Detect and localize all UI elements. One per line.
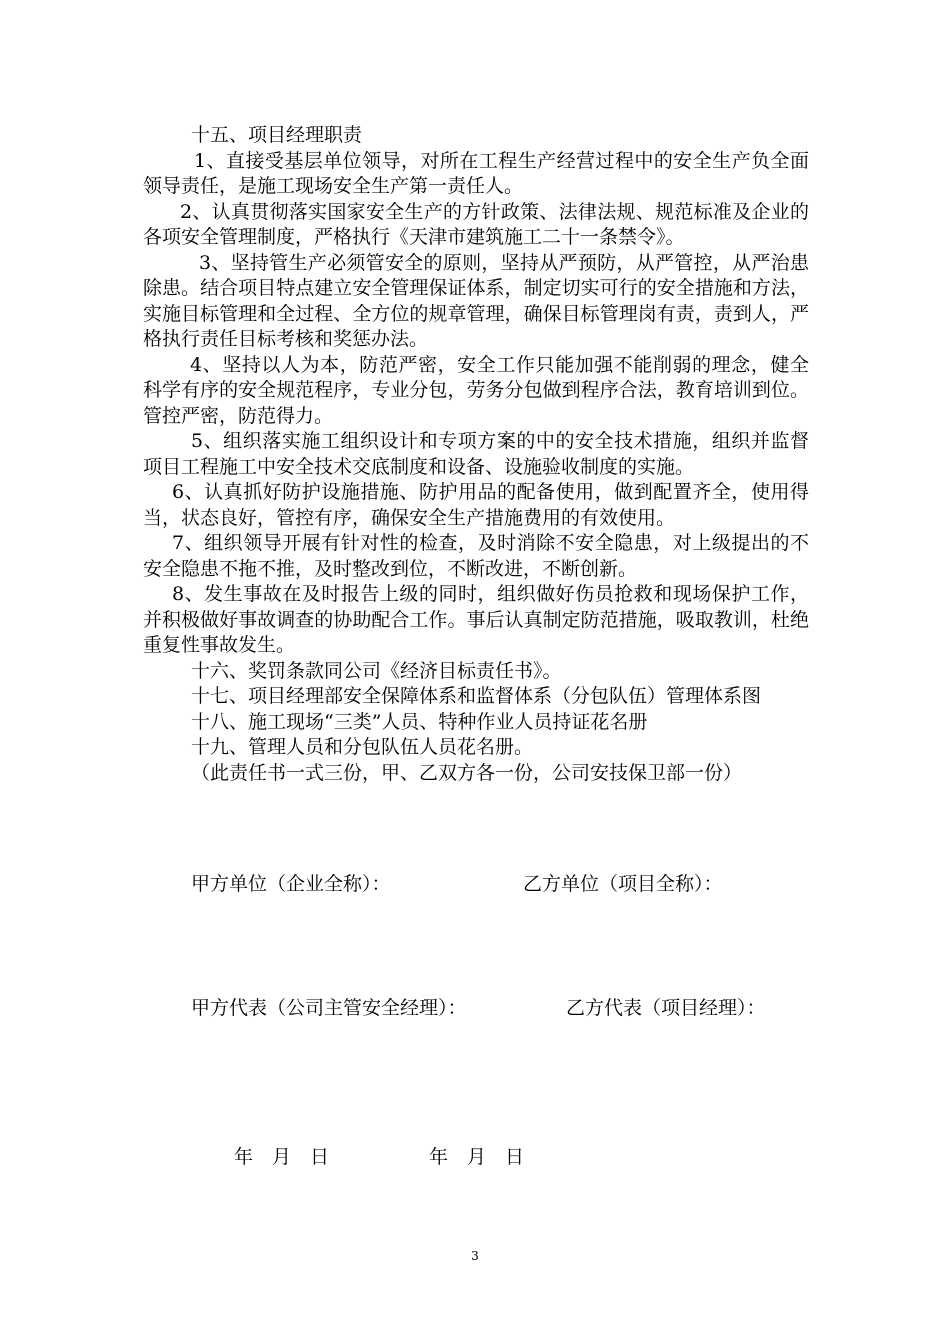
duty-item-6: 6、认真抓好防护设施措施、防护用品的配备使用，做到配置齐全，使用得当，状态良好，管控有序，确保安全生产措施费用的有效使用。 [143, 481, 809, 529]
document-body [143, 123, 809, 786]
duty-item-2: 2、认真贯彻落实国家安全生产的方针政策、法律法规、规范标准及企业的各项安全管理制度，严格执行《天津市建筑施工二十一条禁令》。 [143, 200, 809, 248]
section-heading-15: 十五、项目经理职责 [191, 124, 363, 146]
duty-item-7: 7、组织领导开展有针对性的检查，及时消除不安全隐患，对上级提出的不安全隐患不拖不推，及时整改到位，不断改进，不断创新。 [143, 532, 809, 580]
section-heading-16: 十六、奖罚条款同公司《经济目标责任书》。 [191, 659, 562, 682]
section-heading-17: 十七、项目经理部安全保障体系和监督体系（分包队伍）管理体系图 [191, 685, 762, 707]
date-a-label: 年 月 日 [234, 1146, 330, 1168]
duty-item-3: 3、坚持管生产必须管安全的原则，坚持从严预防，从严管控，从严治患除患。结合项目特点建立安全管理保证体系，制定切实可行的安全措施和方法，实施目标管理和全过程、全方位的规章管理，确保目标管理岗有责，责到人，严格执行责任目标考核和奖惩办法。 [143, 251, 809, 350]
party-b-unit-label: 乙方单位（项目全称）： [523, 873, 723, 895]
copies-note: （此责任书一式三份，甲、乙双方各一份，公司安技保卫部一份） [191, 761, 743, 784]
duty-item-4: 4、坚持以人为本，防范严密，安全工作只能加强不能削弱的理念，健全科学有序的安全规范程序，专业分包，劳务分包做到程序合法，教育培训到位。管控严密，防范得力。 [143, 353, 809, 427]
party-a-representative-label: 甲方代表（公司主管安全经理）： [191, 997, 467, 1019]
date-b-label: 年 月 日 [429, 1146, 525, 1168]
party-b-representative-label: 乙方代表（项目经理）： [566, 997, 766, 1019]
duty-item-5: 5、组织落实施工组织设计和专项方案的中的安全技术措施，组织并监督项目工程施工中安全技术交底制度和设备、设施验收制度的实施。 [143, 430, 809, 478]
section-heading-19: 十九、管理人员和分包队伍人员花名册。 [191, 736, 534, 758]
page-number: 3 [471, 1249, 479, 1263]
duty-item-1: 1、直接受基层单位领导，对所在工程生产经营过程中的安全生产负全面领导责任，是施工现场安全生产第一责任人。 [143, 149, 809, 197]
section-heading-18: 十八、施工现场“三类”人员、特种作业人员持证花名册 [191, 710, 648, 733]
party-a-unit-label: 甲方单位（企业全称）： [191, 873, 391, 895]
duty-item-8: 8、发生事故在及时报告上级的同时，组织做好伤员抢救和现场保护工作，并积极做好事故调查的协助配合工作。事后认真制定防范措施，吸取教训，杜绝重复性事故发生。 [143, 583, 809, 656]
